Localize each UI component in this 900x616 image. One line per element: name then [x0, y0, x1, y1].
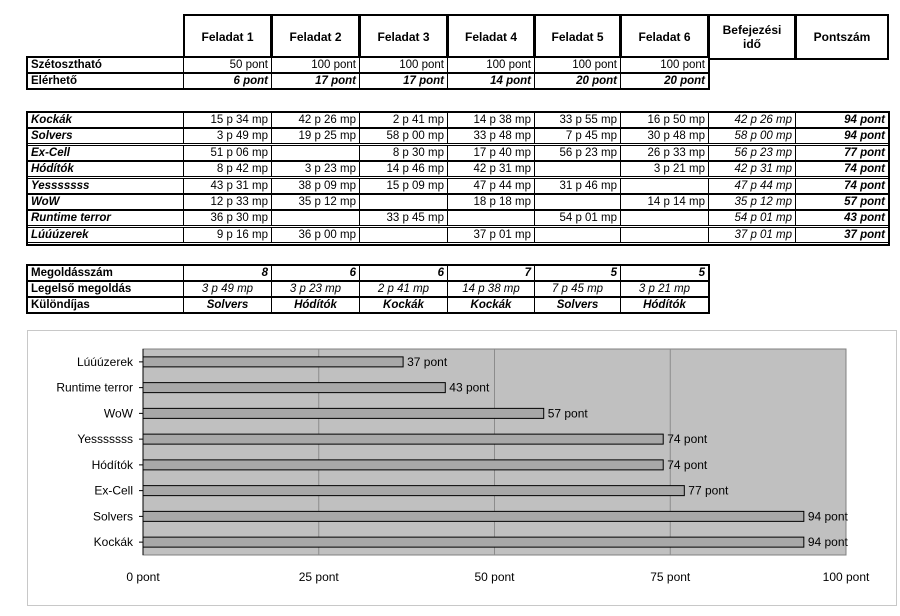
header-task-1: Feladat 1	[183, 14, 272, 60]
header-points: Pontszám	[795, 14, 889, 60]
data-label: 94 pont	[807, 509, 848, 524]
category-label: Lúúúzerek	[76, 354, 133, 369]
team-finish-time: 42 p 31 mp	[708, 161, 796, 177]
distributable-task-3: 100 pont	[359, 57, 448, 73]
row-label-distributable: Szétosztható	[27, 57, 184, 73]
team-time: 2 p 41 mp	[359, 112, 448, 128]
data-label: 94 pont	[807, 535, 848, 550]
team-time: 42 p 26 mp	[271, 112, 360, 128]
team-finish-time: 35 p 12 mp	[708, 194, 796, 210]
header-task-5: Feladat 5	[534, 14, 621, 60]
team-finish-time: 56 p 23 mp	[708, 145, 796, 161]
summary-solutions-task-5: 5	[534, 265, 621, 281]
distributable-task-4: 100 pont	[447, 57, 535, 73]
team-time: 19 p 25 mp	[271, 128, 360, 144]
chart-svg	[27, 330, 897, 606]
team-time	[534, 227, 621, 243]
team-time: 14 p 46 mp	[359, 161, 448, 177]
team-name: Yesssssss	[27, 178, 184, 194]
team-finish-time: 54 p 01 mp	[708, 210, 796, 226]
row-label-achievable: Elérhető	[27, 73, 184, 89]
achievable-task-2: 17 pont	[271, 73, 360, 89]
team-time: 51 p 06 mp	[183, 145, 272, 161]
team-finish-time: 58 p 00 mp	[708, 128, 796, 144]
team-time: 3 p 49 mp	[183, 128, 272, 144]
team-time: 54 p 01 mp	[534, 210, 621, 226]
x-tick-label: 25 pont	[298, 570, 339, 584]
team-name: Lúúúzerek	[27, 227, 184, 243]
summary-first-task-1: 3 p 49 mp	[183, 281, 272, 297]
x-tick-label: 75 pont	[650, 570, 691, 584]
team-time: 18 p 18 mp	[447, 194, 535, 210]
team-time	[271, 210, 360, 226]
distributable-task-2: 100 pont	[271, 57, 360, 73]
summary-first-task-5: 7 p 45 mp	[534, 281, 621, 297]
team-time: 9 p 16 mp	[183, 227, 272, 243]
category-label: WoW	[103, 406, 133, 421]
bar	[143, 460, 663, 470]
team-time: 58 p 00 mp	[359, 128, 448, 144]
achievable-task-5: 20 pont	[534, 73, 621, 89]
team-name: Kockák	[27, 112, 184, 128]
team-time: 8 p 42 mp	[183, 161, 272, 177]
category-label: Hódítók	[91, 457, 133, 472]
summary-label-first: Legelső megoldás	[27, 281, 184, 297]
team-time: 33 p 45 mp	[359, 210, 448, 226]
summary-label-solutions: Megoldásszám	[27, 265, 184, 281]
x-tick-label: 100 pont	[822, 570, 870, 584]
x-tick-label: 50 pont	[474, 570, 515, 584]
data-label: 43 pont	[449, 380, 490, 395]
team-finish-time: 42 p 26 mp	[708, 112, 796, 128]
summary-first-task-6: 3 p 21 mp	[620, 281, 709, 297]
team-time: 47 p 44 mp	[447, 178, 535, 194]
team-points: 57 pont	[795, 194, 889, 210]
team-time	[620, 178, 709, 194]
data-label: 77 pont	[688, 483, 729, 498]
team-finish-time: 37 p 01 mp	[708, 227, 796, 243]
bar	[143, 357, 403, 367]
x-tick-label: 0 pont	[126, 570, 160, 584]
team-time	[271, 145, 360, 161]
team-points: 94 pont	[795, 112, 889, 128]
team-time	[447, 210, 535, 226]
team-time: 15 p 09 mp	[359, 178, 448, 194]
summary-solutions-task-2: 6	[271, 265, 360, 281]
data-label: 57 pont	[547, 406, 588, 421]
bar	[143, 511, 804, 521]
category-label: Ex-Cell	[94, 483, 133, 498]
team-time	[534, 161, 621, 177]
team-time: 33 p 48 mp	[447, 128, 535, 144]
summary-special-task-3: Kockák	[359, 297, 448, 313]
team-time: 7 p 45 mp	[534, 128, 621, 144]
team-time	[359, 227, 448, 243]
team-time: 26 p 33 mp	[620, 145, 709, 161]
achievable-task-3: 17 pont	[359, 73, 448, 89]
team-time: 31 p 46 mp	[534, 178, 621, 194]
team-points: 77 pont	[795, 145, 889, 161]
summary-first-task-4: 14 p 38 mp	[447, 281, 535, 297]
team-time: 14 p 14 mp	[620, 194, 709, 210]
team-time: 14 p 38 mp	[447, 112, 535, 128]
team-time: 43 p 31 mp	[183, 178, 272, 194]
summary-special-task-5: Solvers	[534, 297, 621, 313]
team-time: 30 p 48 mp	[620, 128, 709, 144]
summary-first-task-2: 3 p 23 mp	[271, 281, 360, 297]
team-name: Hódítók	[27, 161, 184, 177]
summary-special-task-1: Solvers	[183, 297, 272, 313]
category-label: Kockák	[93, 535, 133, 550]
team-name: Ex-Cell	[27, 145, 184, 161]
bar-chart	[27, 330, 897, 606]
team-time: 8 p 30 mp	[359, 145, 448, 161]
team-time: 38 p 09 mp	[271, 178, 360, 194]
header-task-2: Feladat 2	[271, 14, 360, 60]
distributable-task-5: 100 pont	[534, 57, 621, 73]
team-name: Solvers	[27, 128, 184, 144]
category-label: Solvers	[92, 509, 133, 524]
team-finish-time: 47 p 44 mp	[708, 178, 796, 194]
team-name: Runtime terror	[27, 210, 184, 226]
data-label: 74 pont	[667, 457, 708, 472]
summary-special-task-4: Kockák	[447, 297, 535, 313]
team-time: 42 p 31 mp	[447, 161, 535, 177]
team-points: 94 pont	[795, 128, 889, 144]
team-time	[534, 194, 621, 210]
team-time: 56 p 23 mp	[534, 145, 621, 161]
summary-label-special: Különdíjas	[27, 297, 184, 313]
team-points: 74 pont	[795, 161, 889, 177]
team-time: 35 p 12 mp	[271, 194, 360, 210]
team-time: 36 p 00 mp	[271, 227, 360, 243]
team-time: 36 p 30 mp	[183, 210, 272, 226]
achievable-task-4: 14 pont	[447, 73, 535, 89]
team-time: 17 p 40 mp	[447, 145, 535, 161]
data-label: 74 pont	[667, 432, 708, 447]
summary-special-task-6: Hódítók	[620, 297, 709, 313]
header-task-4: Feladat 4	[447, 14, 535, 60]
bar	[143, 486, 684, 496]
team-time	[620, 210, 709, 226]
distributable-task-6: 100 pont	[620, 57, 709, 73]
bar	[143, 434, 663, 444]
data-label: 37 pont	[407, 354, 448, 369]
team-time: 37 p 01 mp	[447, 227, 535, 243]
team-time: 12 p 33 mp	[183, 194, 272, 210]
summary-special-task-2: Hódítók	[271, 297, 360, 313]
summary-solutions-task-4: 7	[447, 265, 535, 281]
summary-solutions-task-1: 8	[183, 265, 272, 281]
bar	[143, 537, 804, 547]
team-name: WoW	[27, 194, 184, 210]
team-time: 15 p 34 mp	[183, 112, 272, 128]
bar	[143, 408, 544, 418]
team-time	[620, 227, 709, 243]
header-task-3: Feladat 3	[359, 14, 448, 60]
team-time: 33 p 55 mp	[534, 112, 621, 128]
bar	[143, 383, 445, 393]
team-time: 3 p 23 mp	[271, 161, 360, 177]
achievable-task-6: 20 pont	[620, 73, 709, 89]
header-finish-time: Befejezési idő	[708, 14, 796, 60]
summary-solutions-task-3: 6	[359, 265, 448, 281]
header-task-6: Feladat 6	[620, 14, 709, 60]
team-time: 3 p 21 mp	[620, 161, 709, 177]
distributable-task-1: 50 pont	[183, 57, 272, 73]
summary-solutions-task-6: 5	[620, 265, 709, 281]
team-points: 37 pont	[795, 227, 889, 243]
category-label: Runtime terror	[56, 380, 133, 395]
category-label: Yesssssss	[77, 432, 133, 447]
team-time	[359, 194, 448, 210]
achievable-task-1: 6 pont	[183, 73, 272, 89]
team-time: 16 p 50 mp	[620, 112, 709, 128]
team-points: 74 pont	[795, 178, 889, 194]
team-points: 43 pont	[795, 210, 889, 226]
summary-first-task-3: 2 p 41 mp	[359, 281, 448, 297]
